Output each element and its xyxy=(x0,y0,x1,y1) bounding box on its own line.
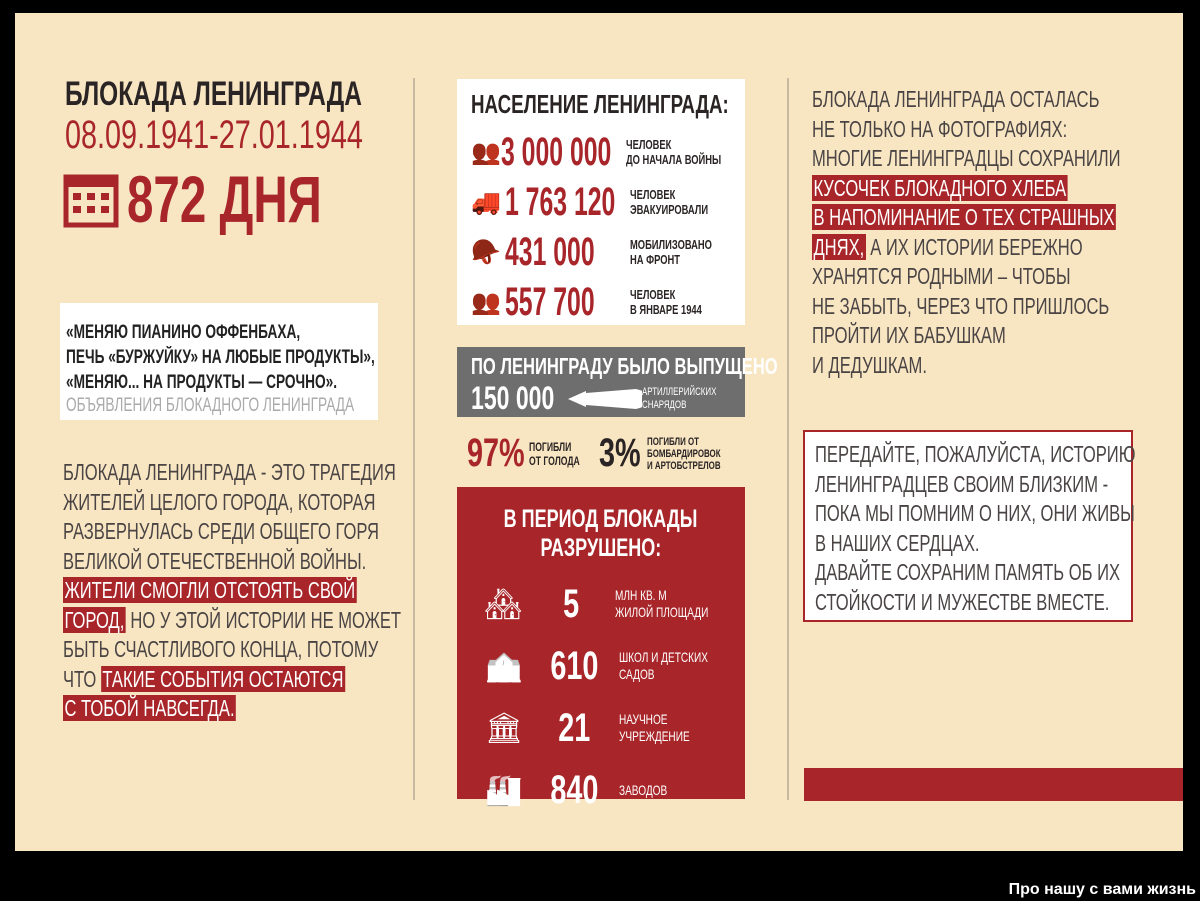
text-line xyxy=(63,665,401,695)
text-line: В НАШИХ СЕРДЦАХ. xyxy=(815,529,980,556)
destroyed-label: УЧРЕЖДЕНИЕ xyxy=(619,728,690,744)
destroyed-label: МЛН КВ. М xyxy=(615,587,668,603)
text-line xyxy=(812,144,1121,174)
highlighted-text: В НАПОМИНАНИЕ О ТЕХ СТРАШНЫХ xyxy=(813,204,1115,230)
text-line: СТОЙКОСТИ И МУЖЕСТВЕ ВМЕСТЕ. xyxy=(815,588,1110,615)
destroyed-label: ЗАВОДОВ xyxy=(619,781,668,798)
highlighted-text: ТАКИЕ СОБЫТИЯ ОСТАЮТСЯ xyxy=(102,665,344,692)
text-segment: А ИХ ИСТОРИИ БЕРЕЖНО xyxy=(865,233,1083,260)
text-line xyxy=(63,547,401,577)
title: БЛОКАДА ЛЕНИНГРАДА xyxy=(65,75,362,113)
highlighted-text: КУСОЧЕК БЛОКАДНОГО ХЛЕБА xyxy=(813,174,1067,201)
text-segment: И ДЕДУШКАМ. xyxy=(812,351,927,378)
text-line xyxy=(63,576,401,606)
hunger-label: ПОГИБЛИ xyxy=(529,439,572,454)
truck-icon: 🚚 xyxy=(471,188,501,216)
population-number: 431 000 xyxy=(505,229,595,274)
population-row xyxy=(471,227,745,277)
shell-icon xyxy=(566,387,642,411)
text-line: ПЕРЕДАЙТЕ, ПОЖАЛУЙСТА, ИСТОРИЮ xyxy=(815,441,1136,467)
population-title: НАСЕЛЕНИЕ ЛЕНИНГРАДА: xyxy=(471,89,729,119)
destroyed-row xyxy=(479,635,745,697)
days-count: 872 ДНЯ xyxy=(127,162,322,236)
destroyed-number: 21 xyxy=(557,705,591,750)
population-number: 1 763 120 xyxy=(505,179,616,224)
bomb-label: ПОГИБЛИ ОТ xyxy=(647,435,699,448)
text-line xyxy=(63,635,401,665)
text-segment: БЛОКАДА ЛЕНИНГРАДА - ЭТО ТРАГЕДИЯ xyxy=(63,459,396,485)
text-line xyxy=(812,292,1121,322)
text-line xyxy=(63,458,401,488)
infographic-panel xyxy=(15,13,1183,851)
text-line: ЛЕНИНГРАДЦЕВ СВОИМ БЛИЗКИМ - xyxy=(815,470,1109,497)
shells-label: СНАРЯДОВ xyxy=(641,398,687,411)
calendar-icon xyxy=(63,169,119,229)
destroyed-number: 840 xyxy=(549,767,599,812)
shells-box xyxy=(457,347,778,417)
population-row xyxy=(471,277,745,327)
text-segment: НЕ ТОЛЬКО НА ФОТОГРАФИЯХ: xyxy=(812,115,1068,142)
bomb-percent: 3% xyxy=(599,431,641,475)
text-segment: МНОГИЕ ЛЕНИНГРАДЦЫ СОХРАНИЛИ xyxy=(812,145,1121,171)
destroyed-title: РАЗРУШЕНО: xyxy=(540,534,662,562)
hunger-percent: 97% xyxy=(467,431,525,475)
destroyed-label: ЖИЛОЙ ПЛОЩАДИ xyxy=(615,604,709,620)
text-segment: ЧТО xyxy=(63,665,101,692)
shells-label: АРТИЛЛЕРИЙСКИХ xyxy=(641,385,717,398)
text-line xyxy=(812,262,1121,292)
bomb-label: БОМБАРДИРОВОК xyxy=(647,447,721,460)
population-label: ЧЕЛОВЕК xyxy=(625,137,672,152)
population-number: 557 700 xyxy=(505,279,595,324)
text-line: ДАВАЙТЕ СОХРАНИМ ПАМЯТЬ ОБ ИХ xyxy=(815,559,1121,585)
destroyed-title: В ПЕРИОД БЛОКАДЫ xyxy=(504,505,698,533)
text-segment: ХРАНЯТСЯ РОДНЫМИ – ЧТОБЫ xyxy=(812,263,1071,289)
highlighted-text: ЖИТЕЛИ СМОГЛИ ОТСТОЯТЬ СВОЙ xyxy=(64,577,356,603)
population-label: В ЯНВАРЕ 1944 xyxy=(630,302,702,317)
text-line xyxy=(63,606,401,636)
quote-line: «МЕНЯЮ ПИАНИНО ОФФЕНБАХА, xyxy=(66,322,301,343)
text-line xyxy=(812,351,1121,381)
destroyed-box xyxy=(457,487,745,812)
population-label: ЧЕЛОВЕК xyxy=(630,287,676,302)
destroyed-row xyxy=(479,697,745,759)
appeal-box xyxy=(803,430,1136,622)
text-segment: ЖИТЕЛЕЙ ЦЕЛОГО ГОРОДА, КОТОРАЯ xyxy=(63,488,376,515)
text-segment: РАЗВЕРНУЛАСЬ СРЕДИ ОБЩЕГО ГОРЯ xyxy=(63,518,380,544)
text-segment: НО У ЭТОЙ ИСТОРИИ НЕ МОЖЕТ xyxy=(125,606,402,633)
population-number: 3 000 000 xyxy=(500,129,612,174)
destroyed-number: 610 xyxy=(549,643,599,688)
institution-icon: 🏛 xyxy=(484,711,524,745)
destroyed-label: САДОВ xyxy=(619,666,655,682)
quote-line: «МЕНЯЮ... НА ПРОДУКТЫ — СРОЧНО». xyxy=(66,372,338,393)
dates: 08.09.1941-27.01.1944 xyxy=(65,113,363,157)
text-segment: БЛОКАДА ЛЕНИНГРАДА ОСТАЛАСЬ xyxy=(812,86,1100,112)
factory-icon: 🏭 xyxy=(485,773,523,807)
soldier-icon: 🪖 xyxy=(471,238,501,266)
population-row xyxy=(471,127,745,177)
houses-icon: 🏘 xyxy=(484,587,523,621)
text-line xyxy=(812,115,1121,145)
divider xyxy=(787,78,789,800)
text-segment: ПРОЙТИ ИХ БАБУШКАМ xyxy=(812,322,1006,348)
quote-line: ПЕЧЬ «БУРЖУЙКУ» НА ЛЮБЫЕ ПРОДУКТЫ», xyxy=(66,347,375,368)
population-row xyxy=(471,177,745,227)
destroyed-number: 5 xyxy=(563,581,580,626)
text-line xyxy=(812,174,1121,204)
population-box xyxy=(457,79,745,325)
highlighted-text: С ТОБОЙ НАВСЕГДА. xyxy=(64,695,235,721)
text-segment: ВЕЛИКОЙ ОТЕЧЕСТВЕННОЙ ВОЙНЫ. xyxy=(63,547,367,574)
text-segment: НЕ ЗАБЫТЬ, ЧЕРЕЗ ЧТО ПРИШЛОСЬ xyxy=(812,292,1110,319)
text-line xyxy=(812,233,1121,263)
population-label: ЭВАКУИРОВАЛИ xyxy=(630,202,709,217)
shells-title: ПО ЛЕНИНГРАДУ БЫЛО ВЫПУЩЕНО xyxy=(471,353,778,379)
population-label: ЧЕЛОВЕК xyxy=(630,187,676,202)
text-line: ПОКА МЫ ПОМНИМ О НИХ, ОНИ ЖИВЫ xyxy=(815,500,1135,526)
text-line xyxy=(812,203,1121,233)
population-label: ДО НАЧАЛА ВОЙНЫ xyxy=(625,152,722,167)
text-line xyxy=(63,694,401,724)
people-icon: 👥 xyxy=(471,288,501,316)
text-line xyxy=(63,488,401,518)
school-icon: 🏫 xyxy=(485,649,523,683)
highlighted-text: ГОРОД, xyxy=(64,606,125,633)
destroyed-label: ШКОЛ И ДЕТСКИХ xyxy=(619,649,709,665)
population-label: НА ФРОНТ xyxy=(630,252,680,267)
text-line xyxy=(812,321,1121,351)
people-icon: 👥 xyxy=(471,138,501,166)
bomb-label: И АРТОБСТРЕЛОВ xyxy=(647,459,721,472)
quote-box xyxy=(60,303,378,420)
text-segment: БЫТЬ СЧАСТЛИВОГО КОНЦА, ПОТОМУ xyxy=(63,636,379,662)
hunger-label: ОТ ГОЛОДА xyxy=(529,453,580,468)
destroyed-row xyxy=(479,759,745,821)
highlighted-text: ДНЯХ, xyxy=(813,233,865,260)
shells-number: 150 000 xyxy=(471,380,555,416)
right-text xyxy=(812,85,1200,380)
footer-caption: Про нашу с вами жизнь xyxy=(1008,881,1196,898)
destroyed-row xyxy=(479,573,745,635)
quote-source: ОБЪЯВЛЕНИЯ БЛОКАДНОГО ЛЕНИНГРАДА xyxy=(66,395,355,416)
population-label: МОБИЛИЗОВАНО xyxy=(630,237,712,252)
destroyed-label: НАУЧНОЕ xyxy=(619,711,668,727)
text-line xyxy=(63,517,401,547)
red-bar xyxy=(804,768,1183,801)
text-line xyxy=(812,85,1121,115)
